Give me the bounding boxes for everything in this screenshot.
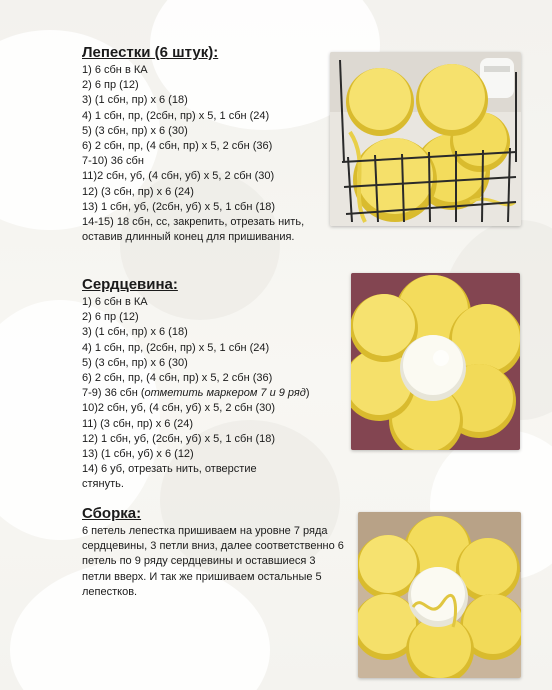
crochet-flower-assembled-photo <box>358 512 521 678</box>
core-step: 3) (1 сбн, пр) х 6 (18) <box>82 326 188 339</box>
core-steps <box>82 295 352 493</box>
petals-step: 2) 6 пр (12) <box>82 79 139 92</box>
core-step-7-suffix: ) <box>305 387 310 400</box>
petals-step: 11)2 сбн, уб, (4 сбн, уб) х 5, 2 сбн (30) <box>82 170 275 183</box>
core-step: 6) 2 сбн, пр, (4 сбн, пр) х 5, 2 сбн (36) <box>82 372 273 385</box>
assembly-text: 6 петель лепестка пришиваем на уровне 7 ряда сердцевины, 3 петли вниз, далее соответственно 6 петель по 9 ряду сердцевины и оставшиеся 3 петли вверх. И так же пришиваем остальные 5 лепестков. <box>82 525 344 598</box>
core-step-7-prefix: 7-9) 36 сбн ( <box>82 387 145 400</box>
petal-balls-in-wire-basket-photo <box>330 52 521 226</box>
core-step: 14) 6 уб, отрезать нить, отверстие стянуть. <box>82 463 257 491</box>
petals-step: 7-10) 36 сбн <box>82 155 144 168</box>
core-step-marked <box>82 386 352 401</box>
core-heading: Сердцевина: <box>82 276 178 293</box>
core-section <box>82 276 352 493</box>
petals-step: 1) 6 сбн в КА <box>82 64 148 76</box>
petals-step: 3) (1 сбн, пр) х 6 (18) <box>82 94 188 107</box>
petals-step: 14-15) 18 сбн, сс, закрепить, отрезать нить, оставив длинный конец для пришивания. <box>82 216 305 244</box>
petals-step: 5) (3 сбн, пр) х 6 (30) <box>82 124 188 137</box>
core-step: 1) 6 сбн в КА <box>82 296 148 308</box>
core-step: 11) (3 сбн, пр) х 6 (24) <box>82 417 194 430</box>
core-step: 2) 6 пр (12) <box>82 311 139 324</box>
petals-heading: Лепестки (6 штук): <box>82 44 219 61</box>
core-step: 5) (3 сбн, пр) х 6 (30) <box>82 356 188 369</box>
core-step: 10)2 сбн, уб, (4 сбн, уб) х 5, 2 сбн (30) <box>82 402 276 415</box>
petals-section <box>82 44 352 245</box>
core-step: 13) (1 сбн, уб) х 6 (12) <box>82 448 194 461</box>
core-step-7-note: отметить маркером 7 и 9 ряд <box>144 387 306 400</box>
assembly-section <box>82 505 352 600</box>
assembly-heading: Сборка: <box>82 505 142 522</box>
crochet-flower-front-photo <box>351 273 520 450</box>
petals-step: 6) 2 сбн, пр, (4 сбн, пр) х 5, 2 сбн (36) <box>82 140 273 153</box>
core-step: 12) 1 сбн, уб, (2сбн, уб) х 5, 1 сбн (18) <box>82 432 276 445</box>
petals-steps <box>82 63 352 245</box>
core-step: 4) 1 сбн, пр, (2сбн, пр) х 5, 1 сбн (24) <box>82 341 270 354</box>
petals-step: 12) (3 сбн, пр) х 6 (24) <box>82 185 194 198</box>
petals-step: 4) 1 сбн, пр, (2сбн, пр) х 5, 1 сбн (24) <box>82 109 270 122</box>
petals-step: 13) 1 сбн, уб, (2сбн, уб) х 5, 1 сбн (18) <box>82 200 276 213</box>
